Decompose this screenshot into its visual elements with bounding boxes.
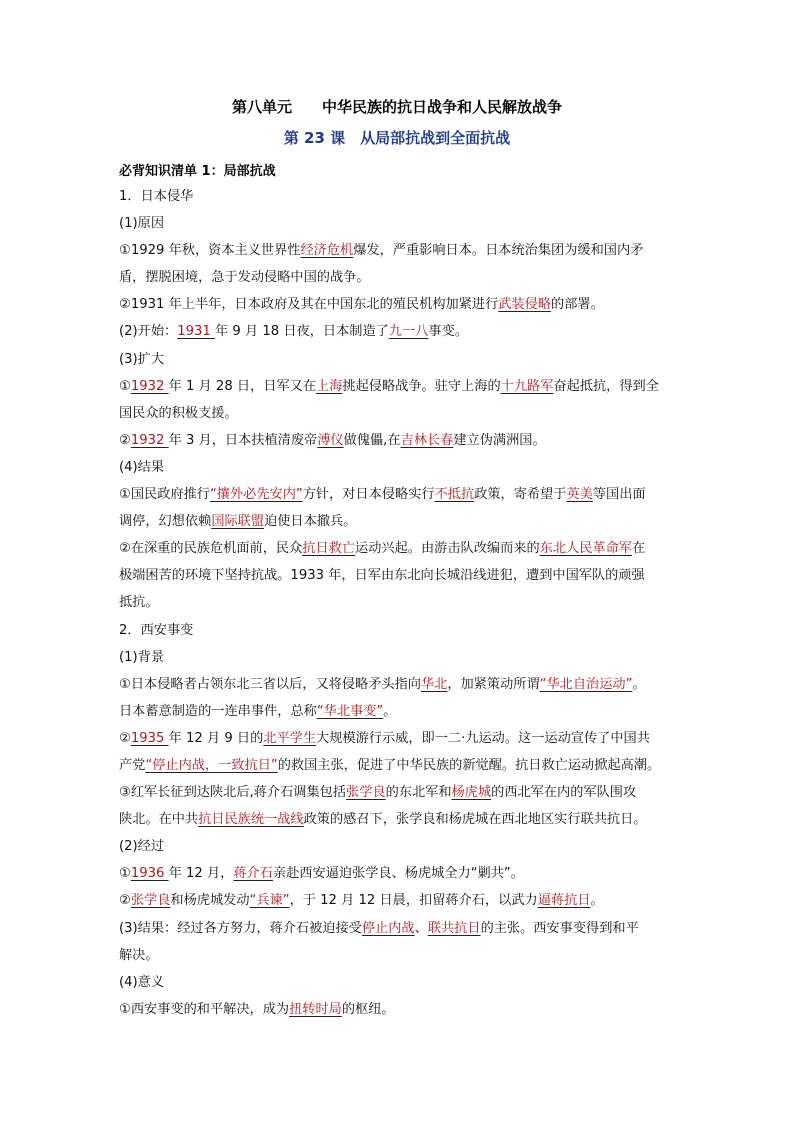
text-run: 调停，幻想依赖	[119, 514, 212, 530]
text-line	[119, 698, 684, 725]
text-run: ③红军长征到达陕北后,蒋介石调集包括	[119, 785, 347, 801]
key-term: “华北自治运动”	[539, 676, 633, 692]
key-term: 抗日救亡	[302, 541, 356, 557]
text-run: 年 9 月 18 日夜，日本制造了	[215, 324, 389, 340]
text-line	[119, 237, 684, 264]
text-line	[119, 535, 684, 562]
text-run: 做傀儡,在	[343, 432, 401, 448]
key-term: 抗日民族统一战线	[198, 812, 304, 828]
text-line	[119, 779, 684, 806]
text-run: 亲赴西安逼迫张学良、杨虎城全力“剿共”。	[272, 866, 524, 882]
text-run: 年 12 月，	[168, 866, 234, 882]
text-run: ，于 12 月 12 日晨，扣留蒋介石，以武力	[289, 893, 538, 909]
text-run: 。	[590, 893, 604, 909]
text-run: 等国出面	[592, 487, 646, 503]
text-line	[119, 942, 684, 969]
text-run: ①	[119, 866, 131, 882]
text-run: 陕北。在中共	[119, 812, 199, 828]
text-run: ①	[119, 378, 131, 394]
text-run: 的主张。西安事变得到和平	[480, 920, 639, 936]
text-line	[119, 752, 684, 779]
key-term: 停止内战	[361, 920, 415, 936]
key-term: 扭转时局	[289, 1001, 342, 1017]
section-title: 必背知识清单 1：局部抗战	[119, 164, 276, 179]
key-term: “停止内战，一致抗日”	[145, 757, 278, 773]
text-line	[119, 318, 684, 345]
text-line	[119, 508, 684, 535]
text-line	[119, 291, 684, 318]
text-run: 运动兴起。由游击队改编而来的	[355, 541, 540, 557]
key-term: 吉林长春	[400, 432, 454, 448]
key-term: 经济危机	[300, 243, 354, 259]
text-run: 年 1 月 28 日，日军又在	[168, 378, 317, 394]
text-line	[119, 454, 684, 481]
text-run: ②1931 年上半年，日本政府及其在中国东北的殖民机构加紧进行	[119, 297, 499, 313]
text-run: 、	[414, 920, 428, 936]
key-term: 1932	[130, 378, 169, 394]
key-term: 1936	[130, 866, 169, 882]
key-term: 华北	[420, 676, 448, 692]
key-term: “攘外必先安内”	[209, 487, 303, 503]
key-term: 溥仪	[317, 432, 344, 448]
text-run: 和杨虎城发动	[170, 893, 250, 909]
text-run: 年 12 月 9 日的	[168, 730, 264, 746]
text-line	[119, 996, 684, 1023]
text-run: 的西北军在内的军队围攻	[491, 785, 637, 801]
text-run: (2)经过	[119, 839, 165, 855]
text-line	[119, 860, 684, 887]
text-run: 在	[631, 541, 646, 557]
text-run: (2)开始：	[119, 324, 178, 340]
text-run: 事变。	[428, 324, 468, 340]
key-term: 逼蒋抗日	[537, 893, 591, 909]
text-run: 1．日本侵华	[119, 189, 194, 204]
text-run: ，加紧策动所谓	[447, 676, 540, 692]
text-run: (3)扩大	[119, 351, 165, 367]
key-term: 1932	[130, 432, 169, 448]
text-line	[119, 617, 684, 644]
text-run: (1)原因	[119, 216, 165, 232]
text-run: 挑起侵略战争。驻守上海的	[342, 378, 501, 394]
text-run: 2．西安事变	[119, 622, 194, 638]
text-run: 奋起抵抗，得到全	[553, 378, 659, 394]
text-run: 大规模游行示威，即一二·九运动。这一运动宣传了中国共	[316, 730, 650, 746]
text-line	[119, 427, 684, 454]
text-run: ②	[119, 893, 131, 909]
text-line	[119, 969, 684, 996]
text-run: ①国民政府推行	[119, 487, 210, 503]
key-term: 张学良	[130, 893, 171, 909]
document-body	[119, 183, 684, 1023]
text-run: 产党	[119, 757, 146, 773]
text-run: 。	[383, 703, 397, 719]
lesson-title: 第 23 课 从局部抗战到全面抗战	[283, 129, 511, 147]
text-run: ①日本侵略者占领东北三省以后，又将侵略矛头指向	[119, 676, 421, 692]
text-line	[119, 589, 684, 616]
key-term: 杨虎城	[451, 785, 492, 801]
key-term: 十九路军	[500, 378, 554, 394]
text-run: 极端困苦的环境下坚持抗战。1933 年，日军由东北向长城沿线进犯，遭到中国军队的顽强	[119, 568, 645, 584]
text-line	[119, 400, 684, 427]
text-line	[119, 725, 684, 752]
text-line	[119, 833, 684, 860]
text-run: 的东北军和	[385, 785, 452, 801]
text-line	[119, 183, 684, 210]
key-term: 北平学生	[263, 730, 317, 746]
key-term: “兵谏”	[249, 893, 290, 909]
key-term: 国际联盟	[211, 514, 265, 530]
text-run: 政策，寄希望于	[474, 487, 567, 503]
text-line	[119, 481, 684, 508]
text-run: ②在深重的民族危机面前，民众	[119, 541, 303, 557]
text-run: (4)结果	[119, 459, 165, 475]
key-term: 上海	[316, 378, 343, 394]
text-run: 日本蓄意制造的一连串事件，总称	[119, 703, 317, 719]
text-line	[119, 373, 684, 400]
text-run: 。	[632, 676, 646, 692]
text-run: ②	[119, 432, 131, 448]
key-term: 联共抗日	[427, 920, 481, 936]
text-run: 的枢纽。	[341, 1001, 395, 1017]
text-line	[119, 806, 684, 833]
text-line	[119, 346, 684, 373]
text-line	[119, 887, 684, 914]
key-term: “华北事变”	[316, 703, 384, 719]
text-run: 迫使日本撤兵。	[264, 514, 357, 530]
key-term: 九一八	[388, 324, 429, 340]
text-run: 年 3 月，日本扶植清废帝	[168, 432, 318, 448]
key-term: 1935	[130, 730, 169, 746]
text-run: ①西安事变的和平解决，成为	[119, 1001, 290, 1017]
text-run: 的救国主张，促进了中华民族的新觉醒。抗日救亡运动掀起高潮。	[277, 757, 661, 773]
text-line	[119, 671, 684, 698]
text-run: 方针，对日本侵略实行	[302, 487, 435, 503]
text-run: (4)意义	[119, 974, 165, 990]
text-run: ②	[119, 730, 131, 746]
text-run: 建立伪满洲国。	[453, 432, 546, 448]
text-run: ①1929 年秋，资本主义世界性	[119, 243, 301, 259]
key-term: 不抵抗	[434, 487, 475, 503]
key-term: 蒋介石	[233, 866, 273, 882]
text-run: 解决。	[119, 947, 159, 963]
key-term: 东北人民革命军	[539, 541, 632, 557]
key-term: 张学良	[346, 785, 386, 801]
text-run: 爆发，严重影响日本。日本统治集团为缓和国内矛	[353, 243, 644, 259]
key-term: 1931	[177, 324, 216, 340]
text-run: 政策的感召下，张学良和杨虎城在西北地区实行联共抗日。	[303, 812, 647, 828]
key-term: 英美	[566, 487, 593, 503]
text-line	[119, 210, 684, 237]
text-run: 抵抗。	[119, 595, 159, 611]
text-line	[119, 644, 684, 671]
text-run: (1)背景	[119, 649, 165, 665]
key-term: 武装侵略	[498, 297, 552, 313]
unit-title: 第八单元 中华民族的抗日战争和人民解放战争	[231, 98, 562, 116]
text-run: 国民众的积极支援。	[119, 405, 238, 421]
text-run: 盾，摆脱困境，急于发动侵略中国的战争。	[119, 270, 370, 286]
text-run: (3)结果：经过各方努力，蒋介石被迫接受	[119, 920, 362, 936]
text-line	[119, 562, 684, 589]
text-line	[119, 264, 684, 291]
text-line	[119, 915, 684, 942]
text-run: 的部署。	[551, 297, 604, 313]
